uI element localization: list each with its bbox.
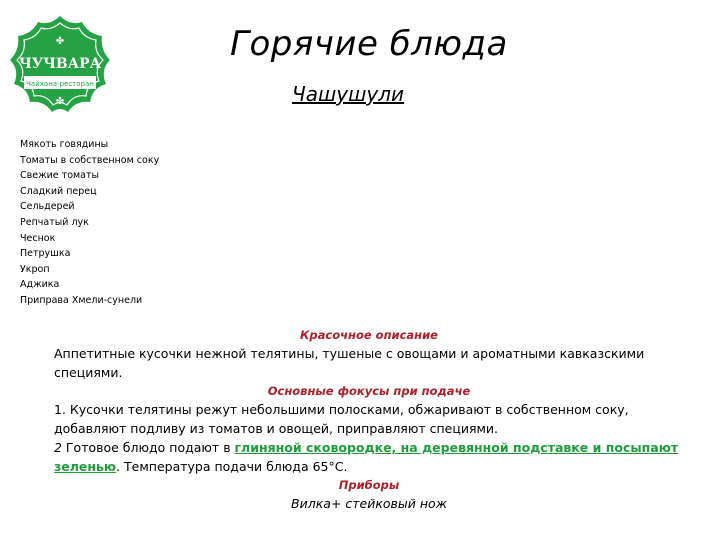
restaurant-logo bbox=[8, 14, 112, 118]
serving-step-1: 1. Кусочки телятины режут небольшими полосками, обжаривают в собственном соку, добавляют подливу из томатов и овощей, приправляют специями. bbox=[54, 402, 629, 436]
ingredient-item: Томаты в собственном соку bbox=[20, 154, 160, 166]
serving-style-link[interactable]: глиняной сковородке, на деревянной подставке и посыпают зеленью bbox=[54, 440, 679, 474]
logo-brand: ЧУЧВАРА bbox=[18, 56, 102, 72]
serving-step-2-prefix: Готовое блюдо подают в bbox=[61, 440, 235, 455]
ingredient-item: Мякоть говядины bbox=[20, 139, 109, 150]
ingredient-item: Петрушка bbox=[20, 248, 71, 260]
page-title: Горячие блюда bbox=[230, 24, 508, 64]
ingredient-item: Приправа Хмели-сунели bbox=[20, 294, 143, 306]
ingredient-item: Аджика bbox=[20, 279, 60, 291]
cutlery-text: Вилка+ стейковый нож bbox=[291, 496, 447, 511]
ingredient-item: Укроп bbox=[20, 263, 50, 275]
ingredient-item: Репчатый лук bbox=[20, 216, 89, 228]
dish-description-block bbox=[54, 326, 684, 513]
ingredient-item: Сельдерей bbox=[20, 201, 75, 213]
description-text: Аппетитные кусочки нежной телятины, тушеные с овощами и ароматными кавказскими специями. bbox=[54, 346, 645, 380]
logo-ornament-bottom: ✤ bbox=[55, 96, 65, 107]
serving-heading: Основные фокусы при подаче bbox=[267, 384, 471, 398]
ingredient-item: Чеснок bbox=[20, 232, 56, 244]
ingredient-item: Свежие томаты bbox=[20, 170, 100, 182]
ingredients-list bbox=[20, 137, 159, 309]
description-heading: Красочное описание bbox=[300, 328, 438, 342]
serving-step-2 bbox=[54, 438, 684, 476]
cutlery-heading: Приборы bbox=[338, 478, 400, 492]
logo-tagline: Чайхана-ресторан bbox=[26, 80, 94, 88]
dish-name: Чашушули bbox=[292, 82, 405, 106]
logo-ornament-top: ✤ bbox=[55, 36, 65, 47]
ingredient-item: Сладкий перец bbox=[20, 185, 97, 197]
serving-step-2-number: 2 bbox=[54, 440, 62, 455]
serving-step-2-suffix: . Температура подачи блюда 65°С. bbox=[116, 459, 348, 474]
